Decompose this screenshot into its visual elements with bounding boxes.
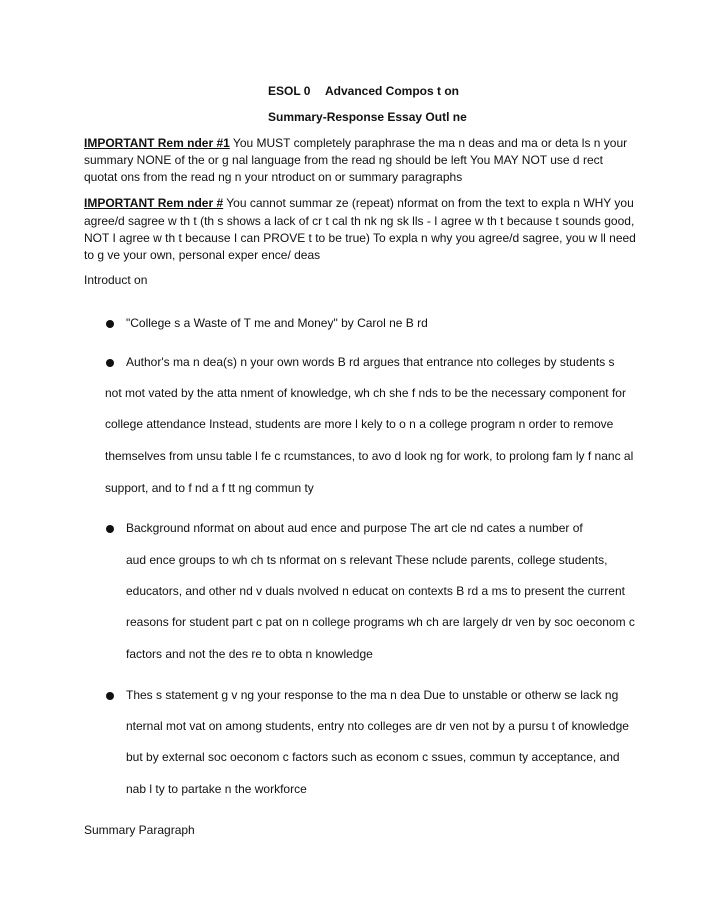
thesis-line-1: Thes s statement g v ng your response to the ma n dea Due to unstable or otherw se lack ng	[126, 688, 619, 702]
reminder-2-line-2: agree/d sagree w th t (th s shows a lack of cr t cal th nk ng sk lls - I agree w th t because t sounds good,	[84, 214, 635, 228]
authors-main-line-2: not mot vated by the atta nment of knowledge, wh ch she f nds to be the necessary component for	[105, 386, 626, 400]
bullet-dot-thesis	[106, 692, 114, 700]
reminder-2-label: IMPORTANT Rem nder #	[84, 196, 224, 210]
reminder-1-line-3: quotat ons from the read ng n your ntroduct on or summary paragraphs	[84, 170, 463, 184]
reminder-1-line-1	[84, 136, 627, 150]
reminder-2-line-3: NOT I agree w th t because I can PROVE t to be true) To expla n why you agree/d sagree, you w ll need	[84, 231, 636, 245]
background-line-4: reasons for student part c pat on n college programs wh ch are largely dr ven by soc oeconom c	[126, 615, 635, 629]
reminder-1-line-2: summary NONE of the or g nal language from the read ng should be left You MAY NOT use d rect	[84, 153, 603, 167]
bullet-dot-authors-main	[106, 359, 114, 367]
reminder-2-line-1	[84, 196, 634, 210]
introduction-heading: Introduct on	[84, 273, 148, 287]
background-line-1: Background nformat on about aud ence and purpose The art cle nd cates a number of	[126, 521, 583, 535]
authors-main-line-4: themselves from unsu table l fe c rcumstances, to avo d look ng for work, to prolong fam ly f nanc al	[105, 449, 634, 463]
reminder-1-label: IMPORTANT Rem nder #1	[84, 136, 230, 150]
reminder-2-line-4: to g ve your own, personal exper ence/ deas	[84, 248, 321, 262]
bullet-dot-title	[106, 320, 114, 328]
bullet-title-line: "College s a Waste of T me and Money" by Carol ne B rd	[126, 316, 428, 330]
thesis-line-3: but by external soc oeconom c factors such as econom c ssues, commun ty acceptance, and	[126, 750, 620, 764]
course-name: Advanced Compos t on	[325, 84, 460, 98]
bullet-dot-background	[106, 525, 114, 533]
document-subtitle: Summary-Response Essay Outl ne	[268, 110, 467, 124]
course-code: ESOL 0	[268, 84, 311, 98]
reminder-2-text: You cannot summar ze (repeat) nformat on from the text to expla n WHY you	[223, 196, 634, 210]
background-line-2: aud ence groups to wh ch ts nformat on s relevant These nclude parents, college students,	[126, 553, 608, 567]
thesis-line-2: nternal mot vat on among students, entry nto colleges are dr ven not by a pursu t of knowledge	[126, 719, 629, 733]
authors-main-line-3: college attendance Instead, students are more l kely to o n a college program n order to remove	[105, 417, 614, 431]
background-line-3: educators, and other nd v duals nvolved n educat on contexts B rd a ms to present the current	[126, 584, 625, 598]
background-line-5: factors and not the des re to obta n knowledge	[126, 647, 373, 661]
authors-main-line-1: Author's ma n dea(s) n your own words B rd argues that entrance nto colleges by students s	[126, 355, 615, 369]
reminder-1-text: You MUST completely paraphrase the ma n deas and ma or deta ls n your	[229, 136, 628, 150]
summary-heading: Summary Paragraph	[84, 823, 195, 837]
thesis-line-4: nab l ty to partake n the workforce	[126, 782, 307, 796]
authors-main-line-5: support, and to f nd a f tt ng commun ty	[105, 481, 314, 495]
